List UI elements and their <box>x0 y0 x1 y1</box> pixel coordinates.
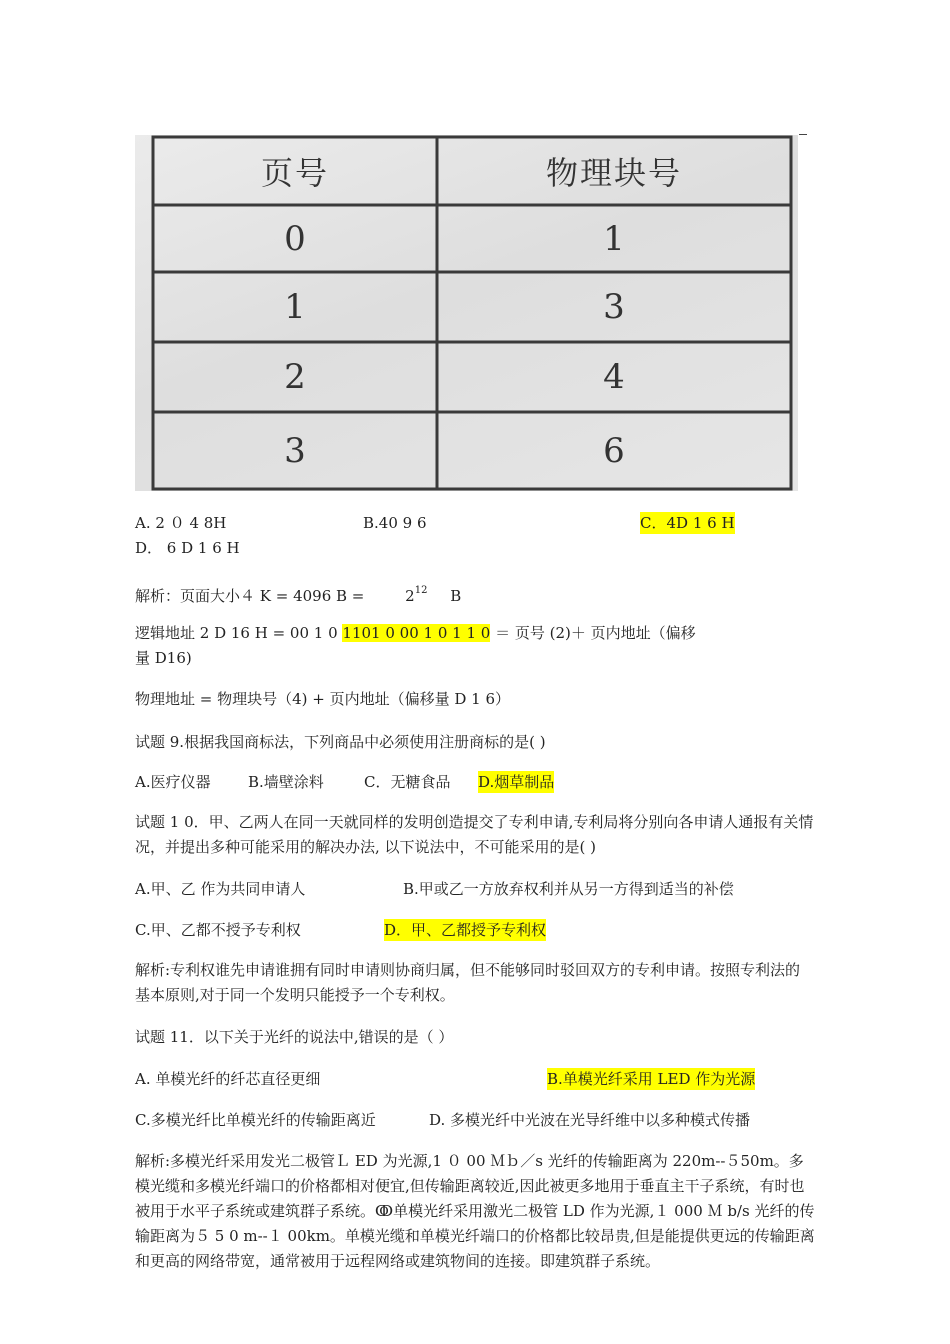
q8-option-c: C．4D 1 6 H <box>640 514 735 532</box>
table-cell-page: 1 <box>284 287 306 327</box>
table-cell-page: 3 <box>284 430 306 471</box>
table-cell-block: 3 <box>603 287 625 327</box>
q11-option-c: C.多模光纤比单模光纤的传输距离近 <box>135 1111 376 1129</box>
q10-analysis: 解析:专利权谁先申请谁拥有同时申请则协商归属，但不能够同时驳回双方的专利申请。按照专利法的基本原则,对于同一个发明只能授予一个专利权。 <box>135 961 801 1004</box>
logical-address-prefix: 逻辑地址 2 D 16 H = 00 1 0 <box>135 624 343 642</box>
q9-option-d: D.烟草制品 <box>478 773 555 791</box>
q9-question: 试题 9.根据我国商标法，下列商品中必须使用注册商标的是( ) <box>135 733 546 751</box>
q11-option-a: A. 单模光纤的纤芯直径更细 <box>135 1070 321 1088</box>
q9-option-c: C．无糖食品 <box>364 773 451 791</box>
q10-option-a: A.甲、乙 作为共同申请人 <box>135 880 306 898</box>
q11-analysis: 解析:多模光纤采用发光二极管Ｌ ED 为光源,1 ０ 00 Ｍｂ／s 光纤的传输距离为 220m--５50m。多模光缆和多模光纤端口的价格都相对便宜,但传输距离较近,因此被更多地用于垂直主干子系统，有时也被用于水平子系统或建筑群子系统。ↂ单模光纤采用激光二极管 LD 作为光源,１ 000 Ｍ b/s 光纤的传输距离为５ 5 0 m--１ 00km。单模光缆和单模光纤端口的价格都比较昂贵,但是能提供更远的传输距离和更高的网络带宽，通常被用于远程网络或建筑物间的连接。即建筑群子系统。 <box>135 1152 815 1270</box>
table-cell-block: 1 <box>603 218 625 259</box>
logical-address-binary: 1101 0 00 1 0 1 1 0 <box>342 624 491 642</box>
analysis8-line2b: 量 D16) <box>135 649 192 667</box>
table-header-page: 页号 <box>260 154 329 192</box>
logical-address-suffix: ＝ 页号 (2)＋ 页内地址（偏移 <box>490 624 696 642</box>
q10-option-b: B.甲或乙一方放弃权利并从另一方得到适当的补偿 <box>403 880 734 898</box>
edge-mark <box>799 134 807 135</box>
q11-question: 试题 11．以下关于光纤的说法中,错误的是（ ） <box>135 1028 454 1046</box>
analysis8-line1 <box>135 580 461 607</box>
power-base: 2 <box>405 587 415 605</box>
table-cell-block: 6 <box>603 430 625 471</box>
unit-b: B <box>450 587 462 605</box>
power-exponent: 12 <box>414 585 428 596</box>
q11-option-b: B.单模光纤采用 LED 作为光源 <box>547 1070 756 1088</box>
q8-option-d: D． 6 D 1 6 H <box>135 539 240 557</box>
q10-question: 试题 1 0．甲、乙两人在同一天就同样的发明创造提交了专利申请,专利局将分别向各申请人通报有关情况，并提出多种可能采用的解决办法, 以下说法中，不可能采用的是( ) <box>135 813 814 856</box>
q8-option-b: B.40 9 6 <box>363 514 427 532</box>
analysis8-line3: 物理地址 = 物理块号（4) + 页内地址（偏移量 D 1 6） <box>135 690 511 708</box>
q8-option-a: A. 2 ０ 4 8H <box>135 514 227 532</box>
table-cell-block: 4 <box>603 357 625 397</box>
table-cell-page: 2 <box>284 357 306 397</box>
table-cell-page: 0 <box>284 218 306 259</box>
analysis8-line2 <box>135 622 696 644</box>
table-header-block: 物理块号 <box>545 154 682 192</box>
q9-option-a: A.医疗仪器 <box>135 773 211 791</box>
q11-option-d: D. 多模光纤中光波在光导纤维中以多种模式传播 <box>429 1111 751 1129</box>
page-table-photo <box>135 135 798 491</box>
q10-option-d: D．甲、乙都授予专利权 <box>384 921 547 939</box>
q10-option-c: C.甲、乙都不授予专利权 <box>135 921 301 939</box>
q9-option-b: B.墙壁涂料 <box>248 773 324 791</box>
analysis8-line1-text: 解析：页面大小４ K = 4096 B = <box>135 587 365 605</box>
